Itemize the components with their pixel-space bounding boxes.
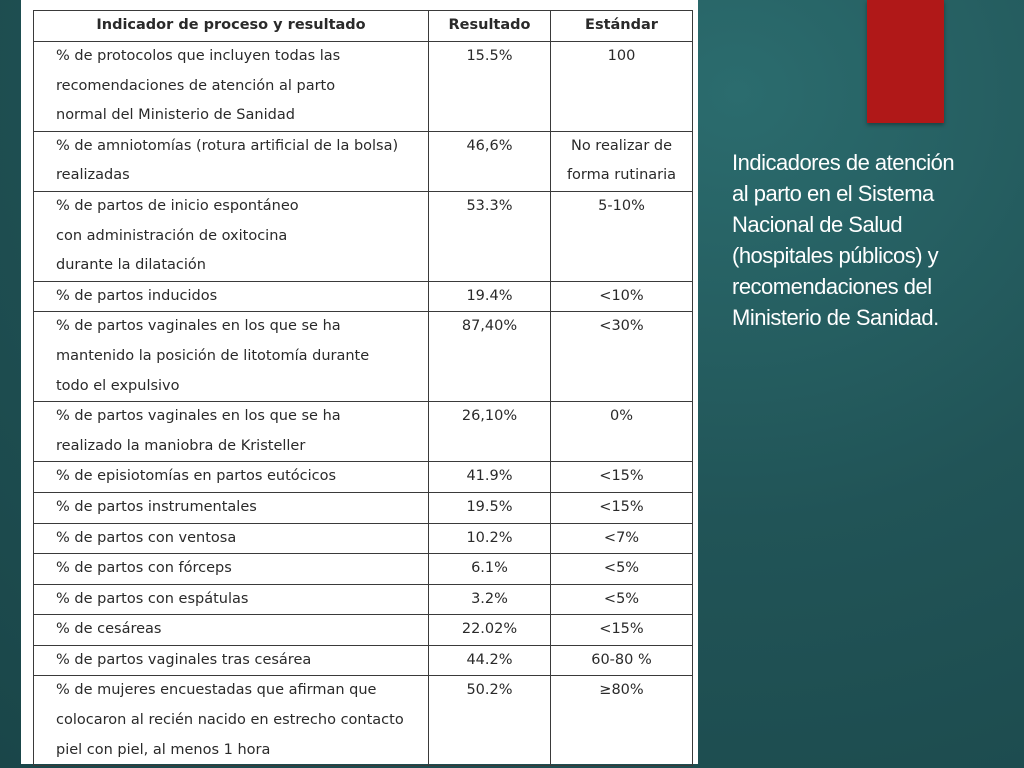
indicator-line: % de cesáreas xyxy=(56,621,162,638)
standard-cell xyxy=(551,492,693,523)
result-cell xyxy=(429,615,551,646)
indicators-table xyxy=(33,10,693,766)
indicator-cell xyxy=(34,676,429,766)
header-standard: Estándar xyxy=(551,11,693,42)
indicator-cell xyxy=(34,645,429,676)
standard-line: <5% xyxy=(603,590,640,607)
result-cell xyxy=(429,584,551,615)
table-row xyxy=(34,462,693,493)
table-row xyxy=(34,645,693,676)
standard-line: 5-10% xyxy=(598,197,645,214)
standard-cell xyxy=(551,281,693,312)
result-value: 15.5% xyxy=(466,48,513,64)
result-value: 46,6% xyxy=(466,137,513,154)
indicator-line: % de partos vaginales en los que se ha xyxy=(56,408,341,425)
result-value: 87,40% xyxy=(461,318,518,335)
standard-cell xyxy=(551,676,693,766)
indicator-line: recomendaciones de atención al parto xyxy=(56,77,336,94)
standard-cell xyxy=(551,131,693,191)
result-value: 26,10% xyxy=(461,408,518,425)
table-row xyxy=(34,42,693,132)
indicator-line: realizadas xyxy=(56,167,130,184)
indicator-cell xyxy=(34,462,429,493)
indicator-cell xyxy=(34,584,429,615)
indicator-cell xyxy=(34,42,429,132)
standard-cell xyxy=(551,523,693,554)
indicator-line: con administración de oxitocina xyxy=(56,227,288,244)
indicator-line: % de partos inducidos xyxy=(56,287,218,304)
result-value: 22.02% xyxy=(461,621,518,638)
indicator-cell xyxy=(34,312,429,402)
result-value: 10.2% xyxy=(466,529,513,546)
result-cell xyxy=(429,42,551,132)
caption-line: Ministerio de Sanidad. xyxy=(732,305,939,330)
table-row xyxy=(34,312,693,402)
indicator-line: mantenido la posición de litotomía durante xyxy=(56,347,370,364)
table-card xyxy=(21,0,698,764)
result-cell xyxy=(429,312,551,402)
result-value: 41.9% xyxy=(466,468,513,485)
table-row xyxy=(34,615,693,646)
accent-bar xyxy=(867,0,944,123)
standard-line: <7% xyxy=(603,529,640,546)
indicator-line: % de partos con ventosa xyxy=(56,529,237,546)
indicator-line: % de partos de inicio espontáneo xyxy=(56,197,299,214)
result-cell xyxy=(429,281,551,312)
indicator-line: % de partos con espátulas xyxy=(56,590,249,607)
indicator-cell xyxy=(34,191,429,281)
indicator-cell xyxy=(34,281,429,312)
indicator-line: normal del Ministerio de Sanidad xyxy=(56,107,295,124)
result-value: 19.4% xyxy=(466,287,513,304)
standard-cell xyxy=(551,191,693,281)
indicator-cell xyxy=(34,554,429,585)
result-value: 19.5% xyxy=(466,498,513,515)
result-value: 50.2% xyxy=(466,682,513,699)
result-cell xyxy=(429,191,551,281)
standard-line: <15% xyxy=(599,498,644,515)
indicator-cell xyxy=(34,615,429,646)
standard-cell xyxy=(551,645,693,676)
standard-cell xyxy=(551,402,693,462)
table-row xyxy=(34,676,693,766)
result-value: 6.1% xyxy=(471,560,508,577)
indicator-line: % de episiotomías en partos eutócicos xyxy=(56,468,337,485)
standard-line: 60-80 % xyxy=(591,651,652,668)
standard-cell xyxy=(551,615,693,646)
indicator-line: % de partos con fórceps xyxy=(56,560,232,577)
indicator-line: % de partos instrumentales xyxy=(56,498,257,515)
caption-line: recomendaciones del xyxy=(732,274,932,299)
caption-line: Nacional de Salud xyxy=(732,212,903,237)
table-row xyxy=(34,584,693,615)
result-cell xyxy=(429,645,551,676)
caption-line: Indicadores de atención xyxy=(732,150,955,175)
table-row xyxy=(34,523,693,554)
caption-line: al parto en el Sistema xyxy=(732,181,934,206)
result-cell xyxy=(429,523,551,554)
indicator-line: todo el expulsivo xyxy=(56,377,180,394)
result-value: 53.3% xyxy=(466,197,513,214)
header-result: Resultado xyxy=(429,11,551,42)
table-row xyxy=(34,191,693,281)
standard-cell xyxy=(551,462,693,493)
standard-line: <15% xyxy=(599,468,644,485)
result-cell xyxy=(429,402,551,462)
indicator-cell xyxy=(34,131,429,191)
result-cell xyxy=(429,554,551,585)
standard-line: <5% xyxy=(603,560,640,577)
indicator-line: realizado la maniobra de Kristeller xyxy=(56,437,306,454)
indicator-line: % de amniotomías (rotura artificial de la bolsa) xyxy=(56,137,399,154)
indicator-line: % de protocolos que incluyen todas las xyxy=(56,48,341,64)
table-row xyxy=(34,554,693,585)
indicator-line: colocaron al recién nacido en estrecho contacto xyxy=(56,712,404,729)
slide-caption xyxy=(732,147,1012,333)
table-row xyxy=(34,281,693,312)
standard-line: 0% xyxy=(609,408,633,425)
indicator-line: % de partos vaginales en los que se ha xyxy=(56,318,341,335)
result-cell xyxy=(429,676,551,766)
caption-line: (hospitales públicos) y xyxy=(732,243,939,268)
standard-line: No realizar de xyxy=(570,137,673,154)
indicator-line: % de mujeres encuestadas que afirman que xyxy=(56,682,377,699)
standard-line: 100 xyxy=(607,48,636,64)
indicator-cell xyxy=(34,402,429,462)
indicator-cell xyxy=(34,492,429,523)
standard-cell xyxy=(551,554,693,585)
header-indicator: Indicador de proceso y resultado xyxy=(34,11,429,42)
result-cell xyxy=(429,492,551,523)
standard-line: <30% xyxy=(599,318,644,335)
standard-cell xyxy=(551,584,693,615)
indicator-line: piel con piel, al menos 1 hora xyxy=(56,741,271,758)
result-value: 3.2% xyxy=(471,590,508,607)
standard-line: <15% xyxy=(599,621,644,638)
standard-cell xyxy=(551,312,693,402)
result-cell xyxy=(429,131,551,191)
table-row xyxy=(34,492,693,523)
result-value: 44.2% xyxy=(466,651,513,668)
result-cell xyxy=(429,462,551,493)
indicator-line: durante la dilatación xyxy=(56,257,206,274)
standard-cell xyxy=(551,42,693,132)
table-header-row xyxy=(34,11,693,42)
standard-line: <10% xyxy=(599,287,644,304)
indicator-line: % de partos vaginales tras cesárea xyxy=(56,651,312,668)
standard-line: ≥80% xyxy=(599,682,644,699)
table-row xyxy=(34,131,693,191)
table-row xyxy=(34,402,693,462)
indicator-cell xyxy=(34,523,429,554)
standard-line: forma rutinaria xyxy=(566,167,677,184)
